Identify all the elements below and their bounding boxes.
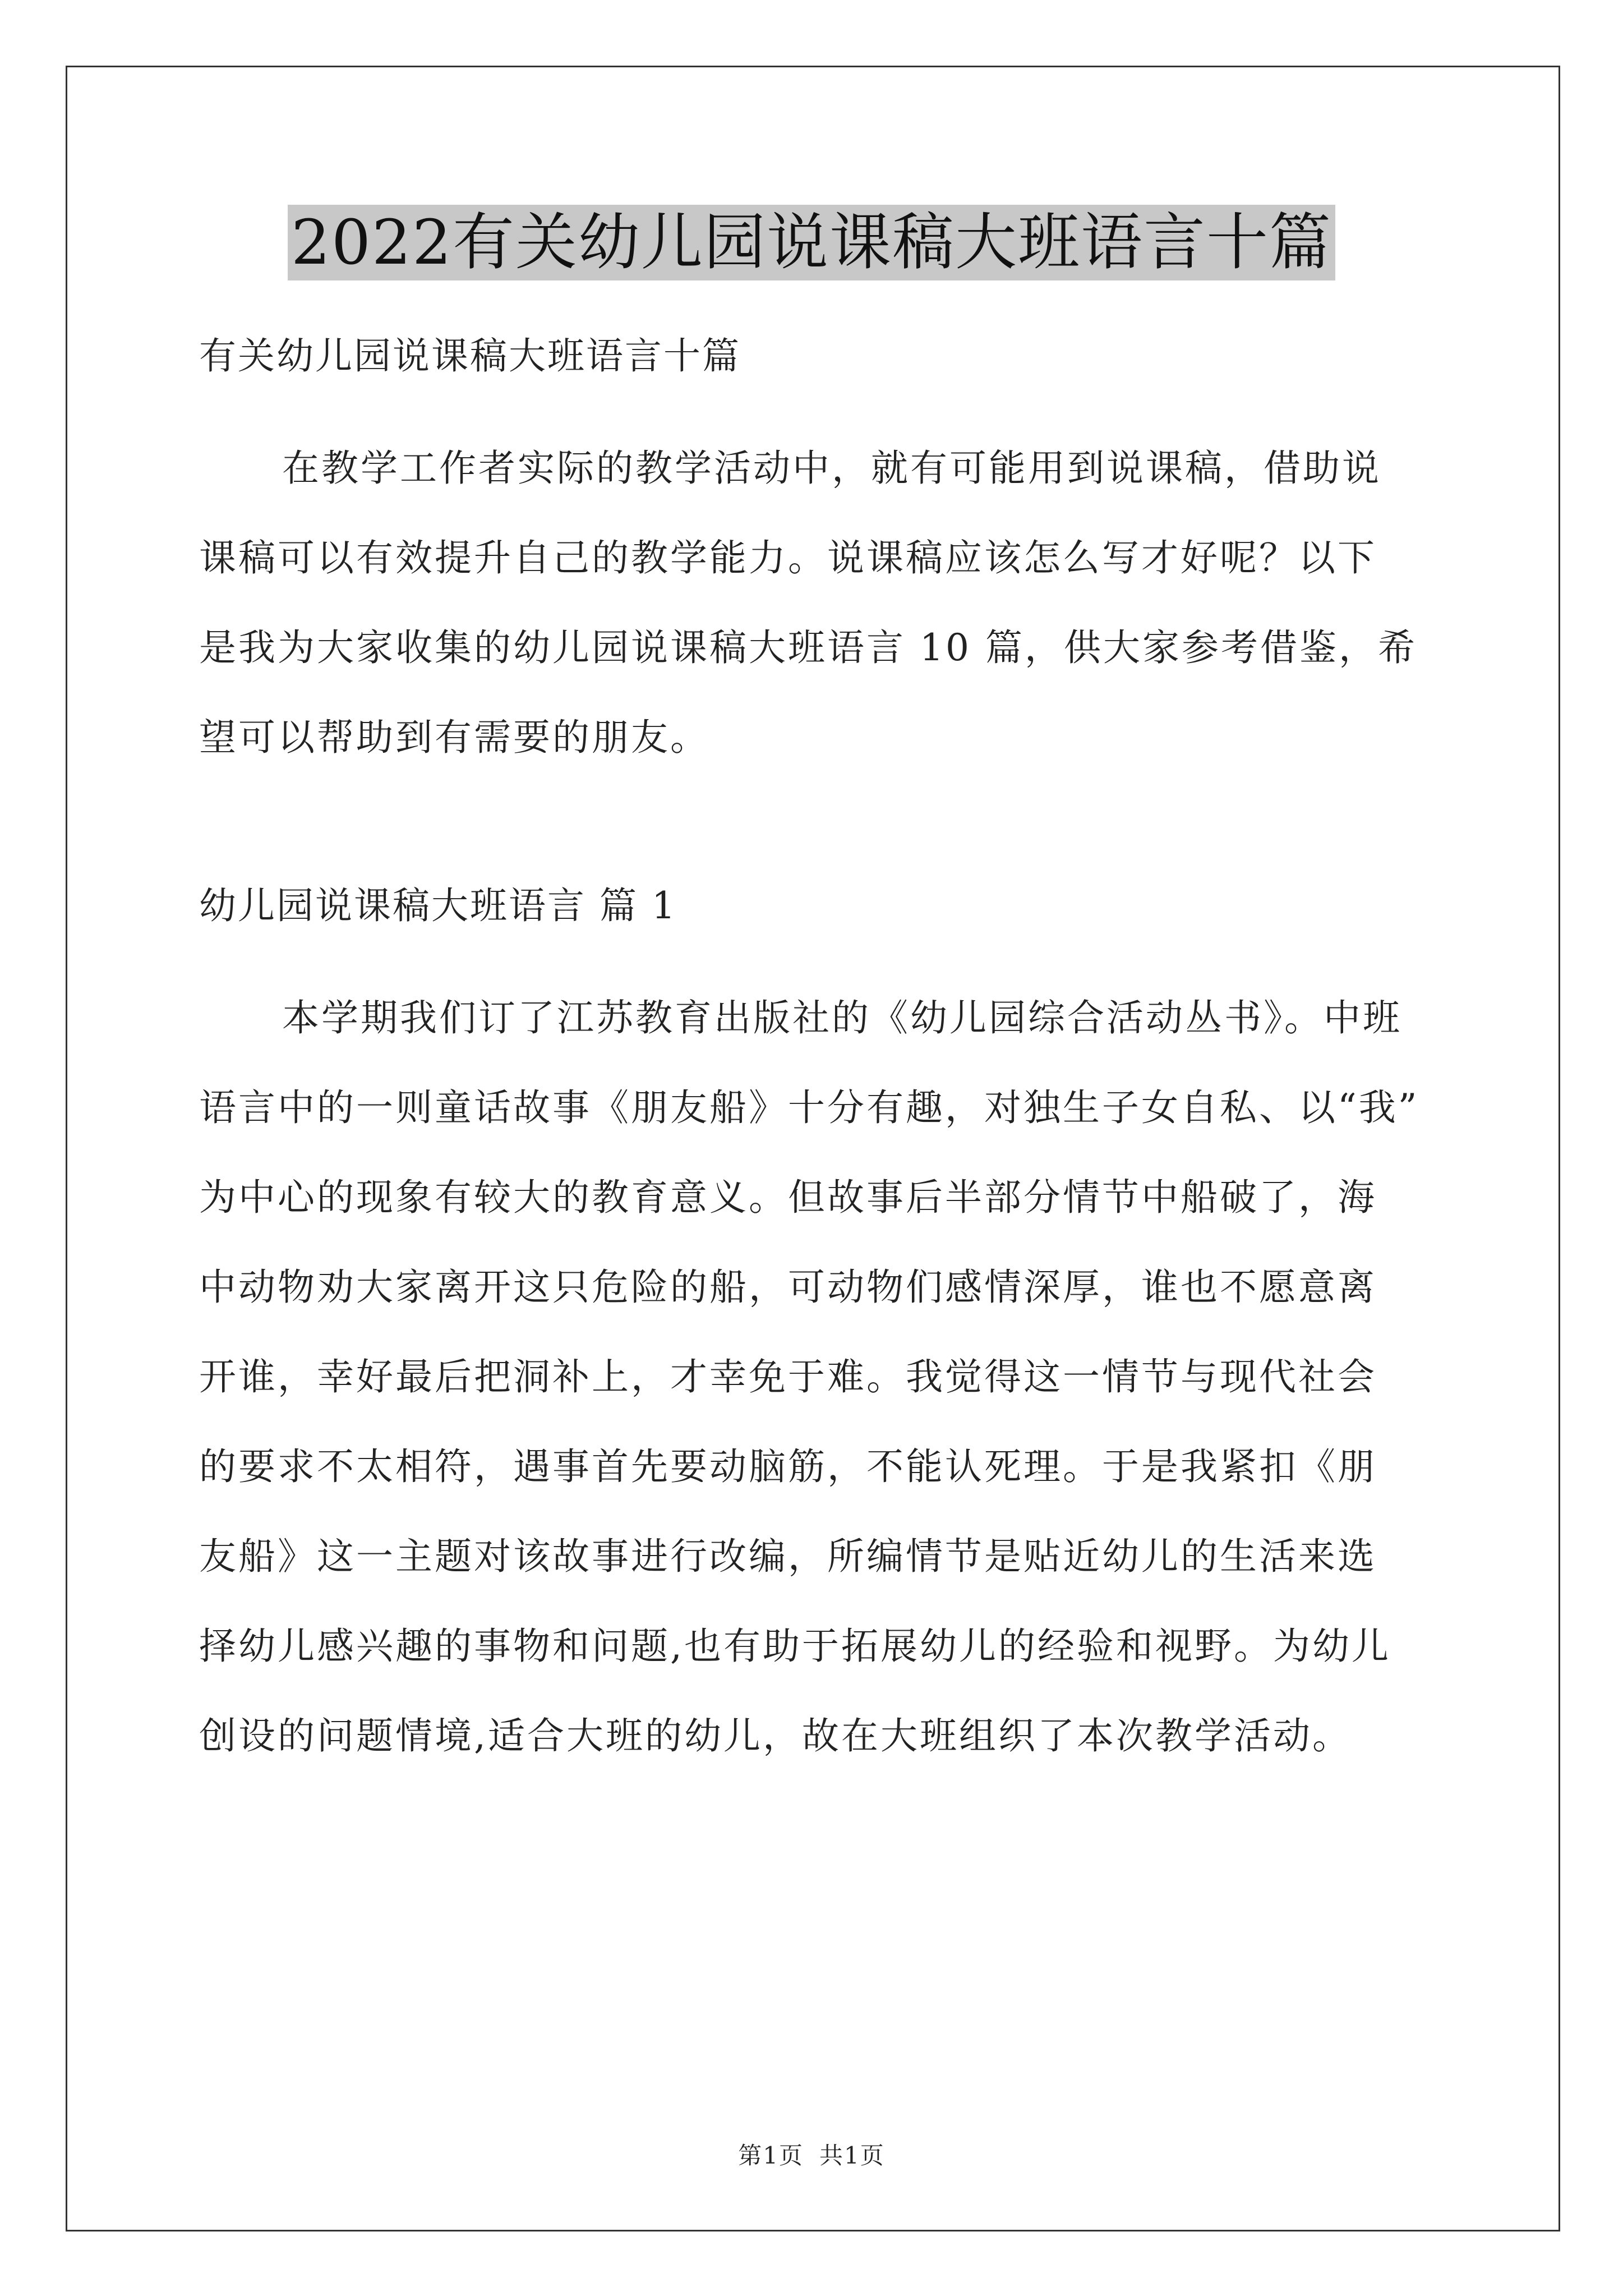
section-line: 开谁，幸好最后把洞补上，才幸免于难。我觉得这一情节与现代社会 xyxy=(199,1355,1377,1398)
section-line: 为中心的现象有较大的教育意义。但故事后半部分情节中船破了，海 xyxy=(199,1176,1377,1219)
document-body xyxy=(199,311,1427,1781)
intro-line: 课稿可以有效提升自己的教学能力。说课稿应该怎么写才好呢？以下 xyxy=(199,536,1377,579)
document-subtitle: 有关幼儿园说课稿大班语言十篇 xyxy=(199,334,741,378)
page-footer xyxy=(0,2137,1623,2171)
section-line: 语言中的一则童话故事《朋友船》十分有趣，对独生子女自私、以“我” xyxy=(199,1086,1419,1129)
section-line: 择幼儿感兴趣的事物和问题,也有助于拓展幼儿的经验和视野。为幼儿 xyxy=(199,1625,1391,1668)
section-heading: 幼儿园说课稿大班语言 篇 1 xyxy=(199,884,677,927)
section-line: 的要求不太相符，遇事首先要动脑筋，不能认死理。于是我紧扣《朋 xyxy=(199,1445,1377,1488)
intro-line: 在教学工作者实际的教学活动中，就有可能用到说课稿，借助说 xyxy=(282,447,1381,490)
intro-line: 望可以帮助到有需要的朋友。 xyxy=(199,716,709,759)
page-number-current: 第1页 xyxy=(738,2142,804,2169)
intro-line: 是我为大家收集的幼儿园说课稿大班语言 10 篇，供大家参考借鉴，希 xyxy=(199,626,1417,669)
page-number-total: 共1页 xyxy=(819,2142,885,2169)
section-line: 中动物劝大家离开这只危险的船，可动物们感情深厚，谁也不愿意离 xyxy=(199,1266,1377,1309)
title-container xyxy=(0,205,1623,280)
document-title: 2022有关幼儿园说课稿大班语言十篇 xyxy=(288,205,1335,280)
section-line: 创设的问题情境,适合大班的幼儿，故在大班组织了本次教学活动。 xyxy=(199,1714,1352,1757)
section-line: 友船》这一主题对该故事进行改编，所编情节是贴近幼儿的生活来选 xyxy=(199,1535,1377,1578)
section-line: 本学期我们订了江苏教育出版社的《幼儿园综合活动丛书》。中班 xyxy=(282,996,1402,1039)
